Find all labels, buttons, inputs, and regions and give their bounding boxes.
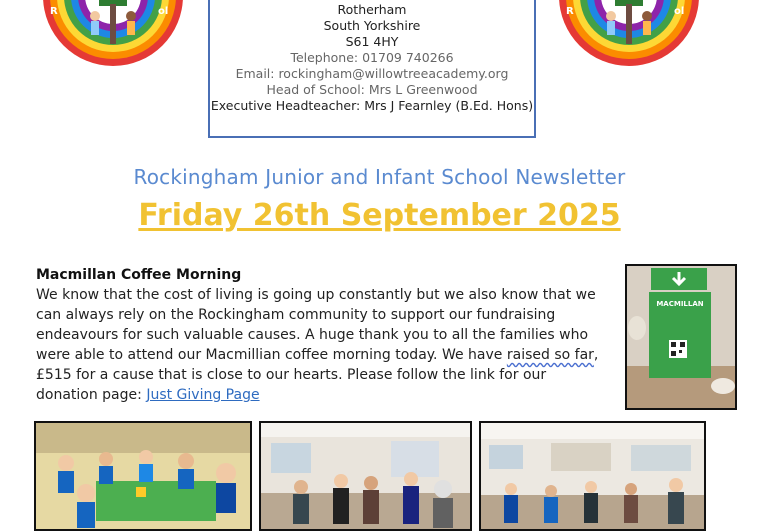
- macmillan-article: [36, 265, 611, 405]
- coffee-morning-photo-3: [479, 421, 706, 531]
- school-email: Email: rockingham@willowtreeacademy.org: [235, 66, 509, 81]
- svg-text:ol: ol: [674, 6, 685, 17]
- svg-text:ol: ol: [158, 6, 169, 17]
- classroom-photo-1: [34, 421, 252, 531]
- article-body-text-2: , £515 for a cause that is close to our hearts. Please follow the link for our donation page:: [36, 347, 599, 403]
- address-line-1: Rotherham: [337, 2, 407, 17]
- school-telephone: Telephone: 01709 740266: [290, 50, 454, 65]
- newsletter-date: Friday 26th September 2025: [138, 198, 621, 233]
- address-line-3: S61 4HY: [345, 34, 399, 49]
- article-heading: Macmillan Coffee Morning: [36, 267, 242, 283]
- macmillan-sign-text: MACMILLAN: [656, 300, 704, 308]
- just-giving-link[interactable]: Just Giving Page: [146, 387, 260, 403]
- svg-text:R: R: [50, 6, 58, 17]
- spellcheck-marked-text: raised so far: [506, 347, 594, 363]
- coffee-morning-photo-2: [259, 421, 472, 531]
- newsletter-title: Rockingham Junior and Infant School Newsletter: [133, 165, 626, 189]
- address-line-2: South Yorkshire: [323, 18, 421, 33]
- macmillan-photo: [625, 264, 737, 410]
- article-body: [36, 285, 611, 405]
- head-of-school: Head of School: Mrs L Greenwood: [266, 82, 478, 97]
- svg-text:R: R: [566, 6, 574, 17]
- school-logo-right: [556, 0, 702, 68]
- school-logo-left: [40, 0, 186, 68]
- executive-headteacher: Executive Headteacher: Mrs J Fearnley (B.Ed. Hons): [210, 98, 534, 113]
- article-body-text-1: We know that the cost of living is going up constantly but we also know that we can always rely on the Rockingham community to support our fundraising endeavours for such valuable causes. A huge thank you to all the families who were able to attend our Macmillian coffee morning today. We have: [36, 287, 596, 363]
- school-address-box: [208, 0, 536, 138]
